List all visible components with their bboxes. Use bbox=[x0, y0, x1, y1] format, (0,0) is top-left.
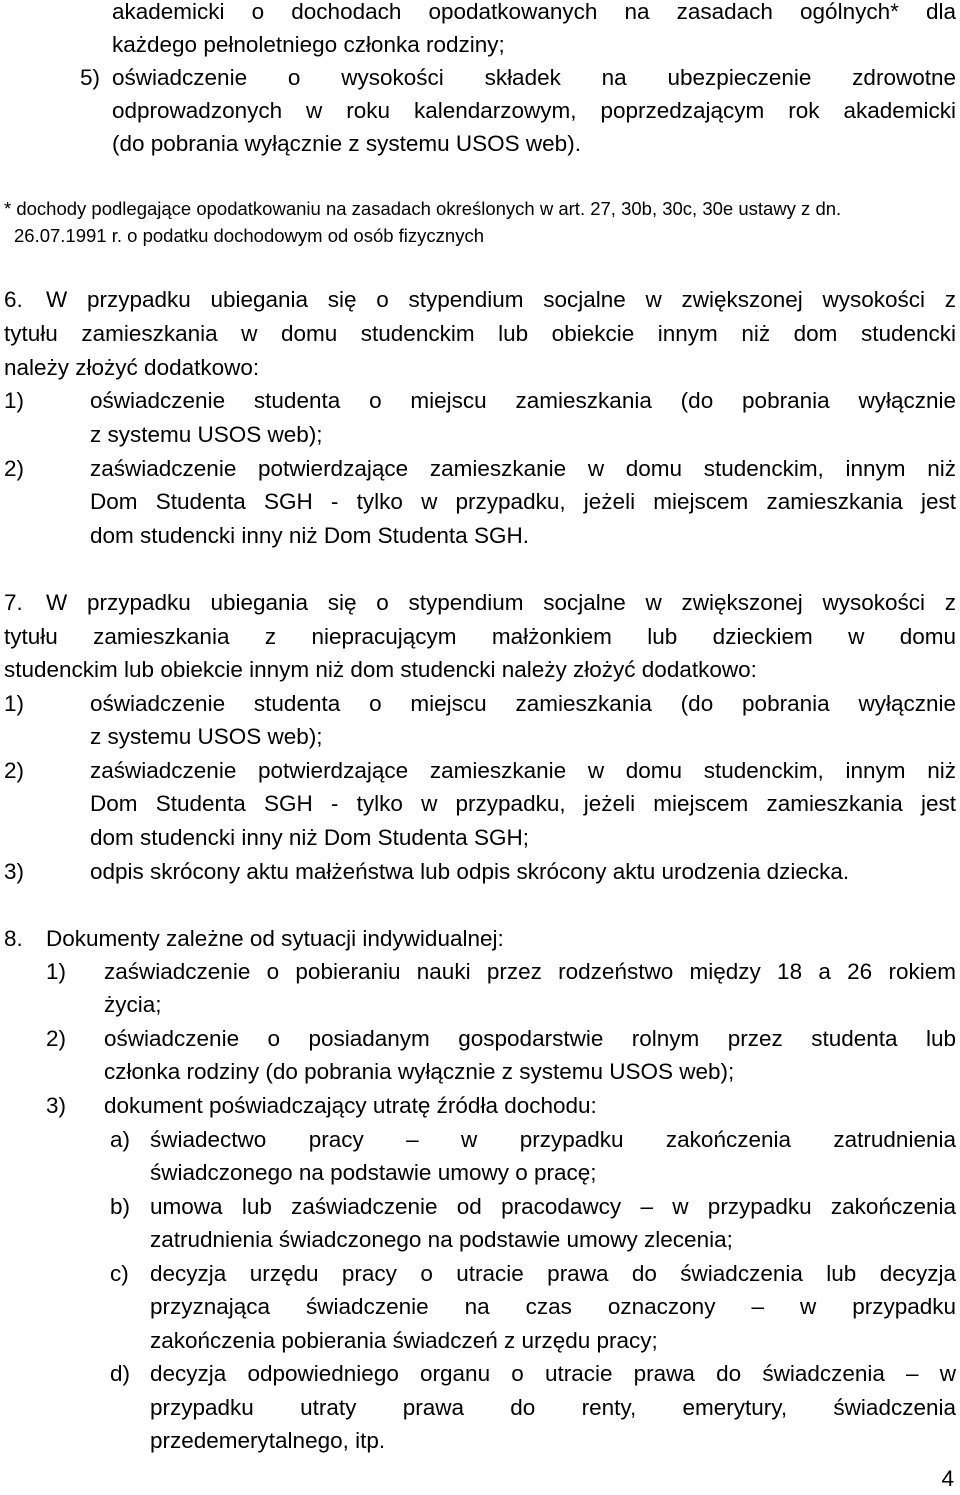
sublist-item-line: zatrudnienia świadczonego na podstawie umowy zlecenia; bbox=[150, 1227, 733, 1252]
list-number: 1) bbox=[46, 959, 67, 984]
paragraph-line: każdego pełnoletniego członka rodziny; bbox=[112, 32, 505, 57]
sublist-letter: a) bbox=[110, 1127, 131, 1152]
sublist-item-line: umowa lub zaświadczenie od pracodawcy – w przypadku zakończenia bbox=[150, 1194, 956, 1219]
list-number: 2) bbox=[4, 456, 25, 481]
list-item-line: oświadczenie studenta o miejscu zamieszkania (do pobrania wyłącznie bbox=[90, 388, 956, 413]
sublist-item-line: świadectwo pracy – w przypadku zakończenia zatrudnienia bbox=[150, 1127, 956, 1152]
list-item-line: zaświadczenie potwierdzające zamieszkanie w domu studenckim, innym niż bbox=[90, 456, 956, 481]
list-item-line: odpis skrócony aktu małżeństwa lub odpis skrócony aktu urodzenia dziecka. bbox=[90, 859, 850, 884]
footnote: * dochody podlegające opodatkowaniu na zasadach określonych w art. 27, 30b, 30c, 30e ustawy z dn. bbox=[4, 198, 842, 219]
list-number: 3) bbox=[46, 1093, 67, 1118]
list-item-line: życia; bbox=[104, 992, 162, 1017]
sublist-item-line: zakończenia pobierania świadczeń z urzędu pracy; bbox=[150, 1328, 658, 1353]
list-item-line: zaświadczenie o pobieraniu nauki przez rodzeństwo między 18 a 26 rokiem bbox=[104, 959, 956, 984]
section-line: Dokumenty zależne od sytuacji indywidualnej: bbox=[46, 926, 504, 951]
list-item-line: z systemu USOS web); bbox=[90, 422, 323, 447]
list-item-line: oświadczenie o posiadanym gospodarstwie rolnym przez studenta lub bbox=[104, 1026, 956, 1051]
sublist-item-line: przyznająca świadczenie na czas oznaczony – w przypadku bbox=[150, 1294, 956, 1319]
section-line: należy złożyć dodatkowo: bbox=[4, 355, 260, 380]
list-number: 2) bbox=[4, 758, 25, 783]
sublist-item-line: decyzja odpowiedniego organu o utracie prawa do świadczenia – w bbox=[150, 1361, 956, 1386]
list-number: 2) bbox=[46, 1026, 67, 1051]
section-line: W przypadku ubiegania się o stypendium socjalne w zwiększonej wysokości z bbox=[46, 590, 956, 615]
sublist-item-line: przedemerytalnego, itp. bbox=[150, 1428, 386, 1453]
list-item-line: dom studencki inny niż Dom Studenta SGH; bbox=[90, 825, 529, 850]
list-item-line: Dom Studenta SGH - tylko w przypadku, jeżeli miejscem zamieszkania jest bbox=[90, 791, 956, 816]
list-number: 1) bbox=[4, 388, 25, 413]
section-line: tytułu zamieszkania z niepracującym małżonkiem lub dzieckiem w domu bbox=[4, 624, 956, 649]
list-item-line: odprowadzonych w roku kalendarzowym, poprzedzającym rok akademicki bbox=[112, 98, 956, 123]
list-item-line: z systemu USOS web); bbox=[90, 724, 323, 749]
footnote: 26.07.1991 r. o podatku dochodowym od osób fizycznych bbox=[14, 225, 484, 246]
list-item-line: zaświadczenie potwierdzające zamieszkanie w domu studenckim, innym niż bbox=[90, 758, 956, 783]
list-number: 1) bbox=[4, 691, 25, 716]
list-item-line: Dom Studenta SGH - tylko w przypadku, jeżeli miejscem zamieszkania jest bbox=[90, 489, 956, 514]
section-line: W przypadku ubiegania się o stypendium socjalne w zwiększonej wysokości z bbox=[46, 287, 956, 312]
list-item-line: oświadczenie studenta o miejscu zamieszkania (do pobrania wyłącznie bbox=[90, 691, 956, 716]
list-item-line: oświadczenie o wysokości składek na ubezpieczenie zdrowotne bbox=[112, 65, 956, 90]
paragraph-line: akademicki o dochodach opodatkowanych na zasadach ogólnych* dla bbox=[112, 0, 956, 24]
sublist-letter: b) bbox=[110, 1194, 131, 1219]
list-item-line: (do pobrania wyłącznie z systemu USOS web). bbox=[112, 131, 581, 156]
section-line: tytułu zamieszkania w domu studenckim lub obiekcie innym niż dom studencki bbox=[4, 321, 956, 346]
list-number: 3) bbox=[4, 859, 25, 884]
sublist-item-line: świadczonego na podstawie umowy o pracę; bbox=[150, 1160, 597, 1185]
list-number: 5) bbox=[80, 65, 101, 90]
section-number: 8. bbox=[4, 926, 23, 951]
section-number: 6. bbox=[4, 287, 23, 312]
sublist-item-line: przypadku utraty prawa do renty, emerytury, świadczenia bbox=[150, 1395, 956, 1420]
section-number: 7. bbox=[4, 590, 23, 615]
sublist-letter: c) bbox=[110, 1261, 129, 1286]
sublist-item-line: decyzja urzędu pracy o utracie prawa do świadczenia lub decyzja bbox=[150, 1261, 956, 1286]
sublist-letter: d) bbox=[110, 1361, 131, 1386]
list-item-line: dokument poświadczający utratę źródła dochodu: bbox=[104, 1093, 597, 1118]
page-number: 4 bbox=[941, 1466, 954, 1491]
list-item-line: członka rodziny (do pobrania wyłącznie z systemu USOS web); bbox=[104, 1059, 735, 1084]
section-line: studenckim lub obiekcie innym niż dom studencki należy złożyć dodatkowo: bbox=[4, 657, 757, 682]
list-item-line: dom studencki inny niż Dom Studenta SGH. bbox=[90, 523, 529, 548]
